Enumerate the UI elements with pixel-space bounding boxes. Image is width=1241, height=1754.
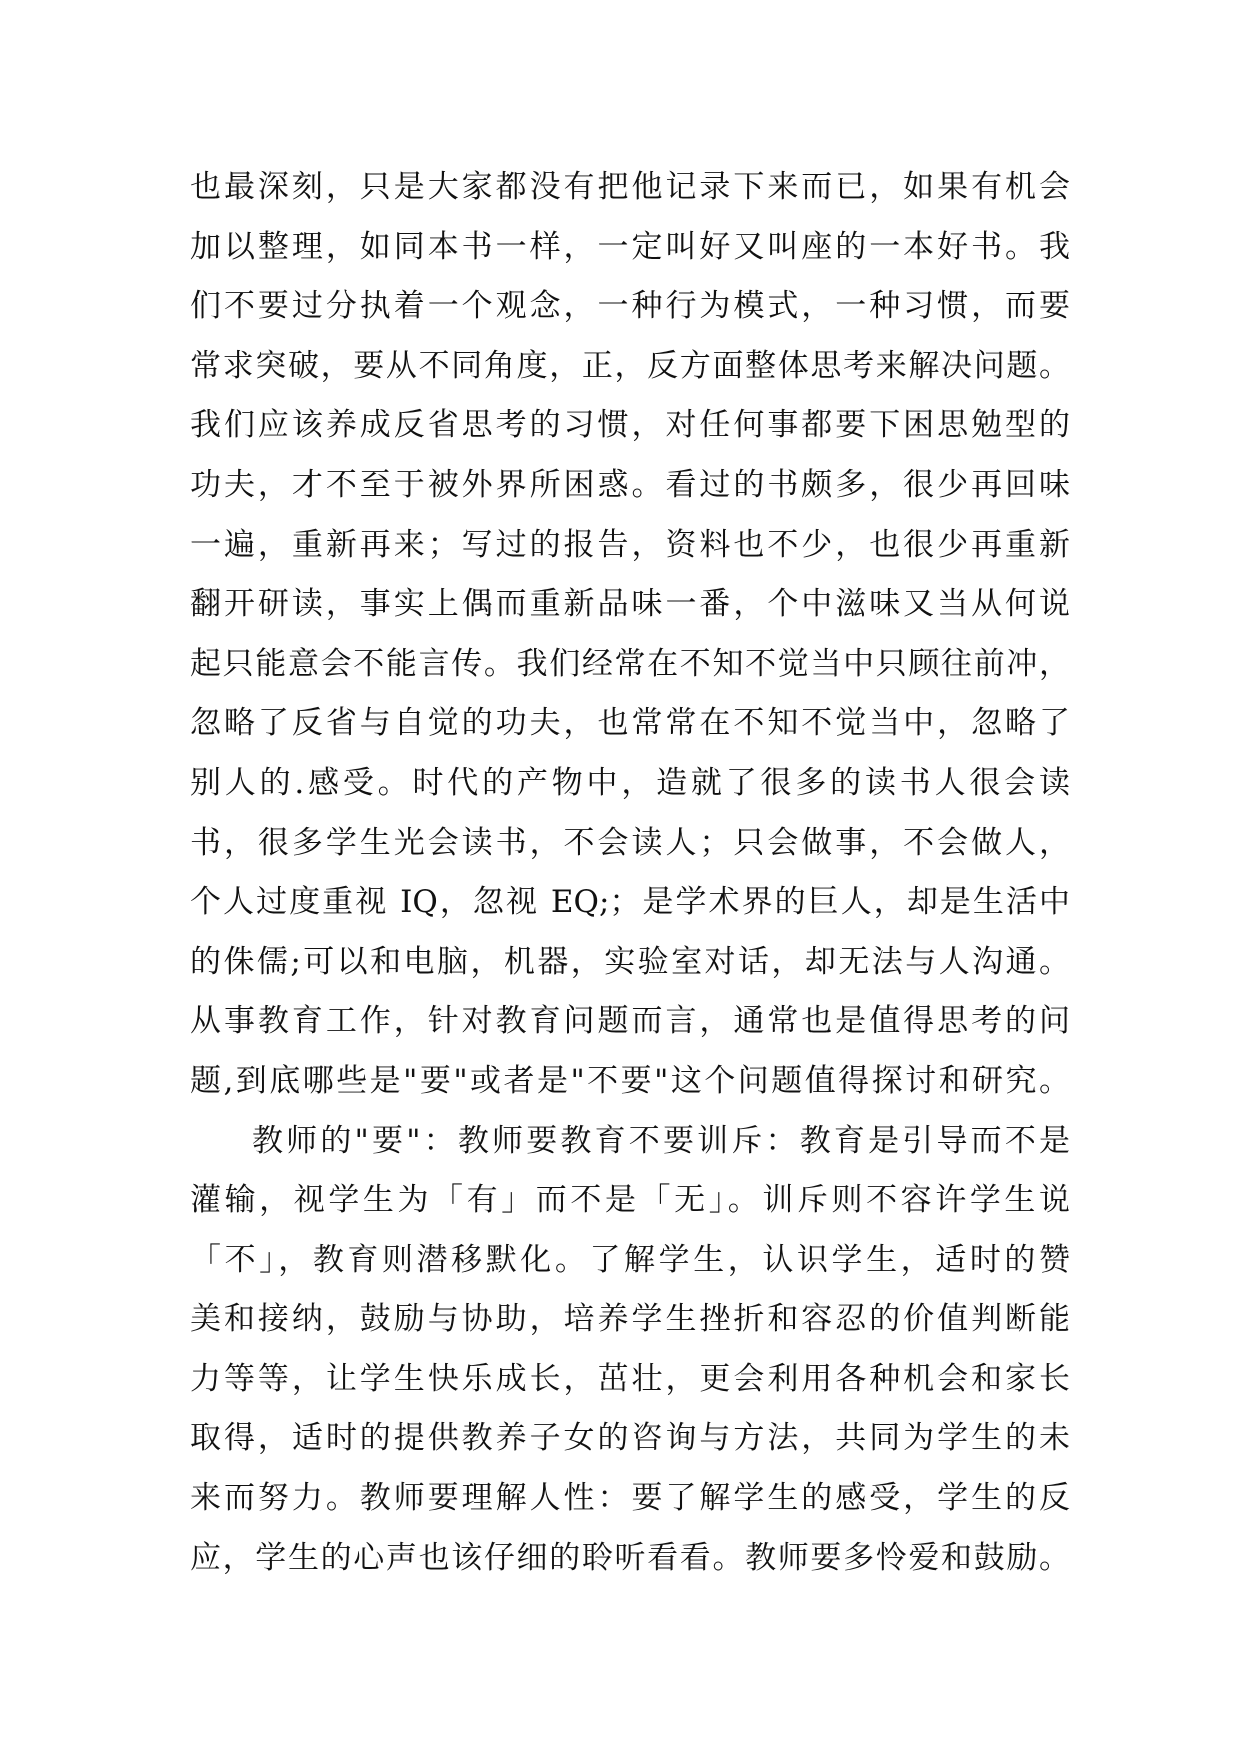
body-text [190, 158, 1070, 1588]
text-line: 我们应该养成反省思考的习惯，对任何事都要下困思勉型的 [190, 407, 1070, 444]
text-line: 取得，适时的提供教养子女的咨询与方法，共同为学生的未 [190, 1420, 1070, 1457]
text-line: 忽略了反省与自觉的功夫，也常常在不知不觉当中，忽略了 [190, 705, 1070, 742]
text-line: 力等等，让学生快乐成长，茁壮，更会利用各种机会和家长 [190, 1360, 1070, 1397]
text-line: 从事教育工作，针对教育问题而言，通常也是值得思考的问 [190, 1003, 1070, 1040]
text-line: 一遍，重新再来；写过的报告，资料也不少，也很少再重新 [190, 526, 1070, 563]
text-line: 起只能意会不能言传。我们经常在不知不觉当中只顾往前冲， [190, 645, 1070, 682]
text-line: 灌输，视学生为「有」而不是「无」。训斥则不容许学生说 [190, 1182, 1070, 1219]
paragraph [190, 1112, 1070, 1589]
text-line: 加以整理，如同本书一样，一定叫好又叫座的一本好书。我 [190, 228, 1070, 265]
text-line: 「不」，教育则潜移默化。了解学生，认识学生，适时的赞 [190, 1241, 1070, 1278]
text-line: 的侏儒;可以和电脑，机器，实验室对话，却无法与人沟通。 [190, 943, 1070, 980]
text-line: 教师的"要"：教师要教育不要训斥：教育是引导而不是 [252, 1122, 1070, 1159]
text-line: 美和接纳，鼓励与协助，培养学生挫折和容忍的价值判断能 [190, 1301, 1070, 1338]
text-line: 个人过度重视 IQ，忽视 EQ;；是学术界的巨人，却是生活中 [190, 884, 1070, 921]
text-line: 们不要过分执着一个观念，一种行为模式，一种习惯，而要 [190, 288, 1070, 325]
text-line: 来而努力。教师要理解人性：要了解学生的感受，学生的反 [190, 1480, 1070, 1517]
text-line: 书，很多学生光会读书，不会读人；只会做事，不会做人， [190, 824, 1070, 861]
text-line: 也最深刻，只是大家都没有把他记录下来而已，如果有机会 [190, 169, 1070, 205]
text-line: 翻开研读，事实上偶而重新品味一番，个中滋味又当从何说 [190, 586, 1070, 623]
text-line: 别人的.感受。时代的产物中，造就了很多的读书人很会读 [190, 764, 1070, 801]
paragraph [190, 158, 1070, 1112]
text-line: 常求突破，要从不同角度，正，反方面整体思考来解决问题。 [190, 347, 1070, 384]
text-line: 应，学生的心声也该仔细的聆听看看。教师要多怜爱和鼓励。 [190, 1539, 1070, 1576]
text-line: 功夫，才不至于被外界所困惑。看过的书颇多，很少再回味 [190, 466, 1070, 503]
text-line: 题,到底哪些是"要"或者是"不要"这个问题值得探讨和研究。 [190, 1062, 1070, 1099]
